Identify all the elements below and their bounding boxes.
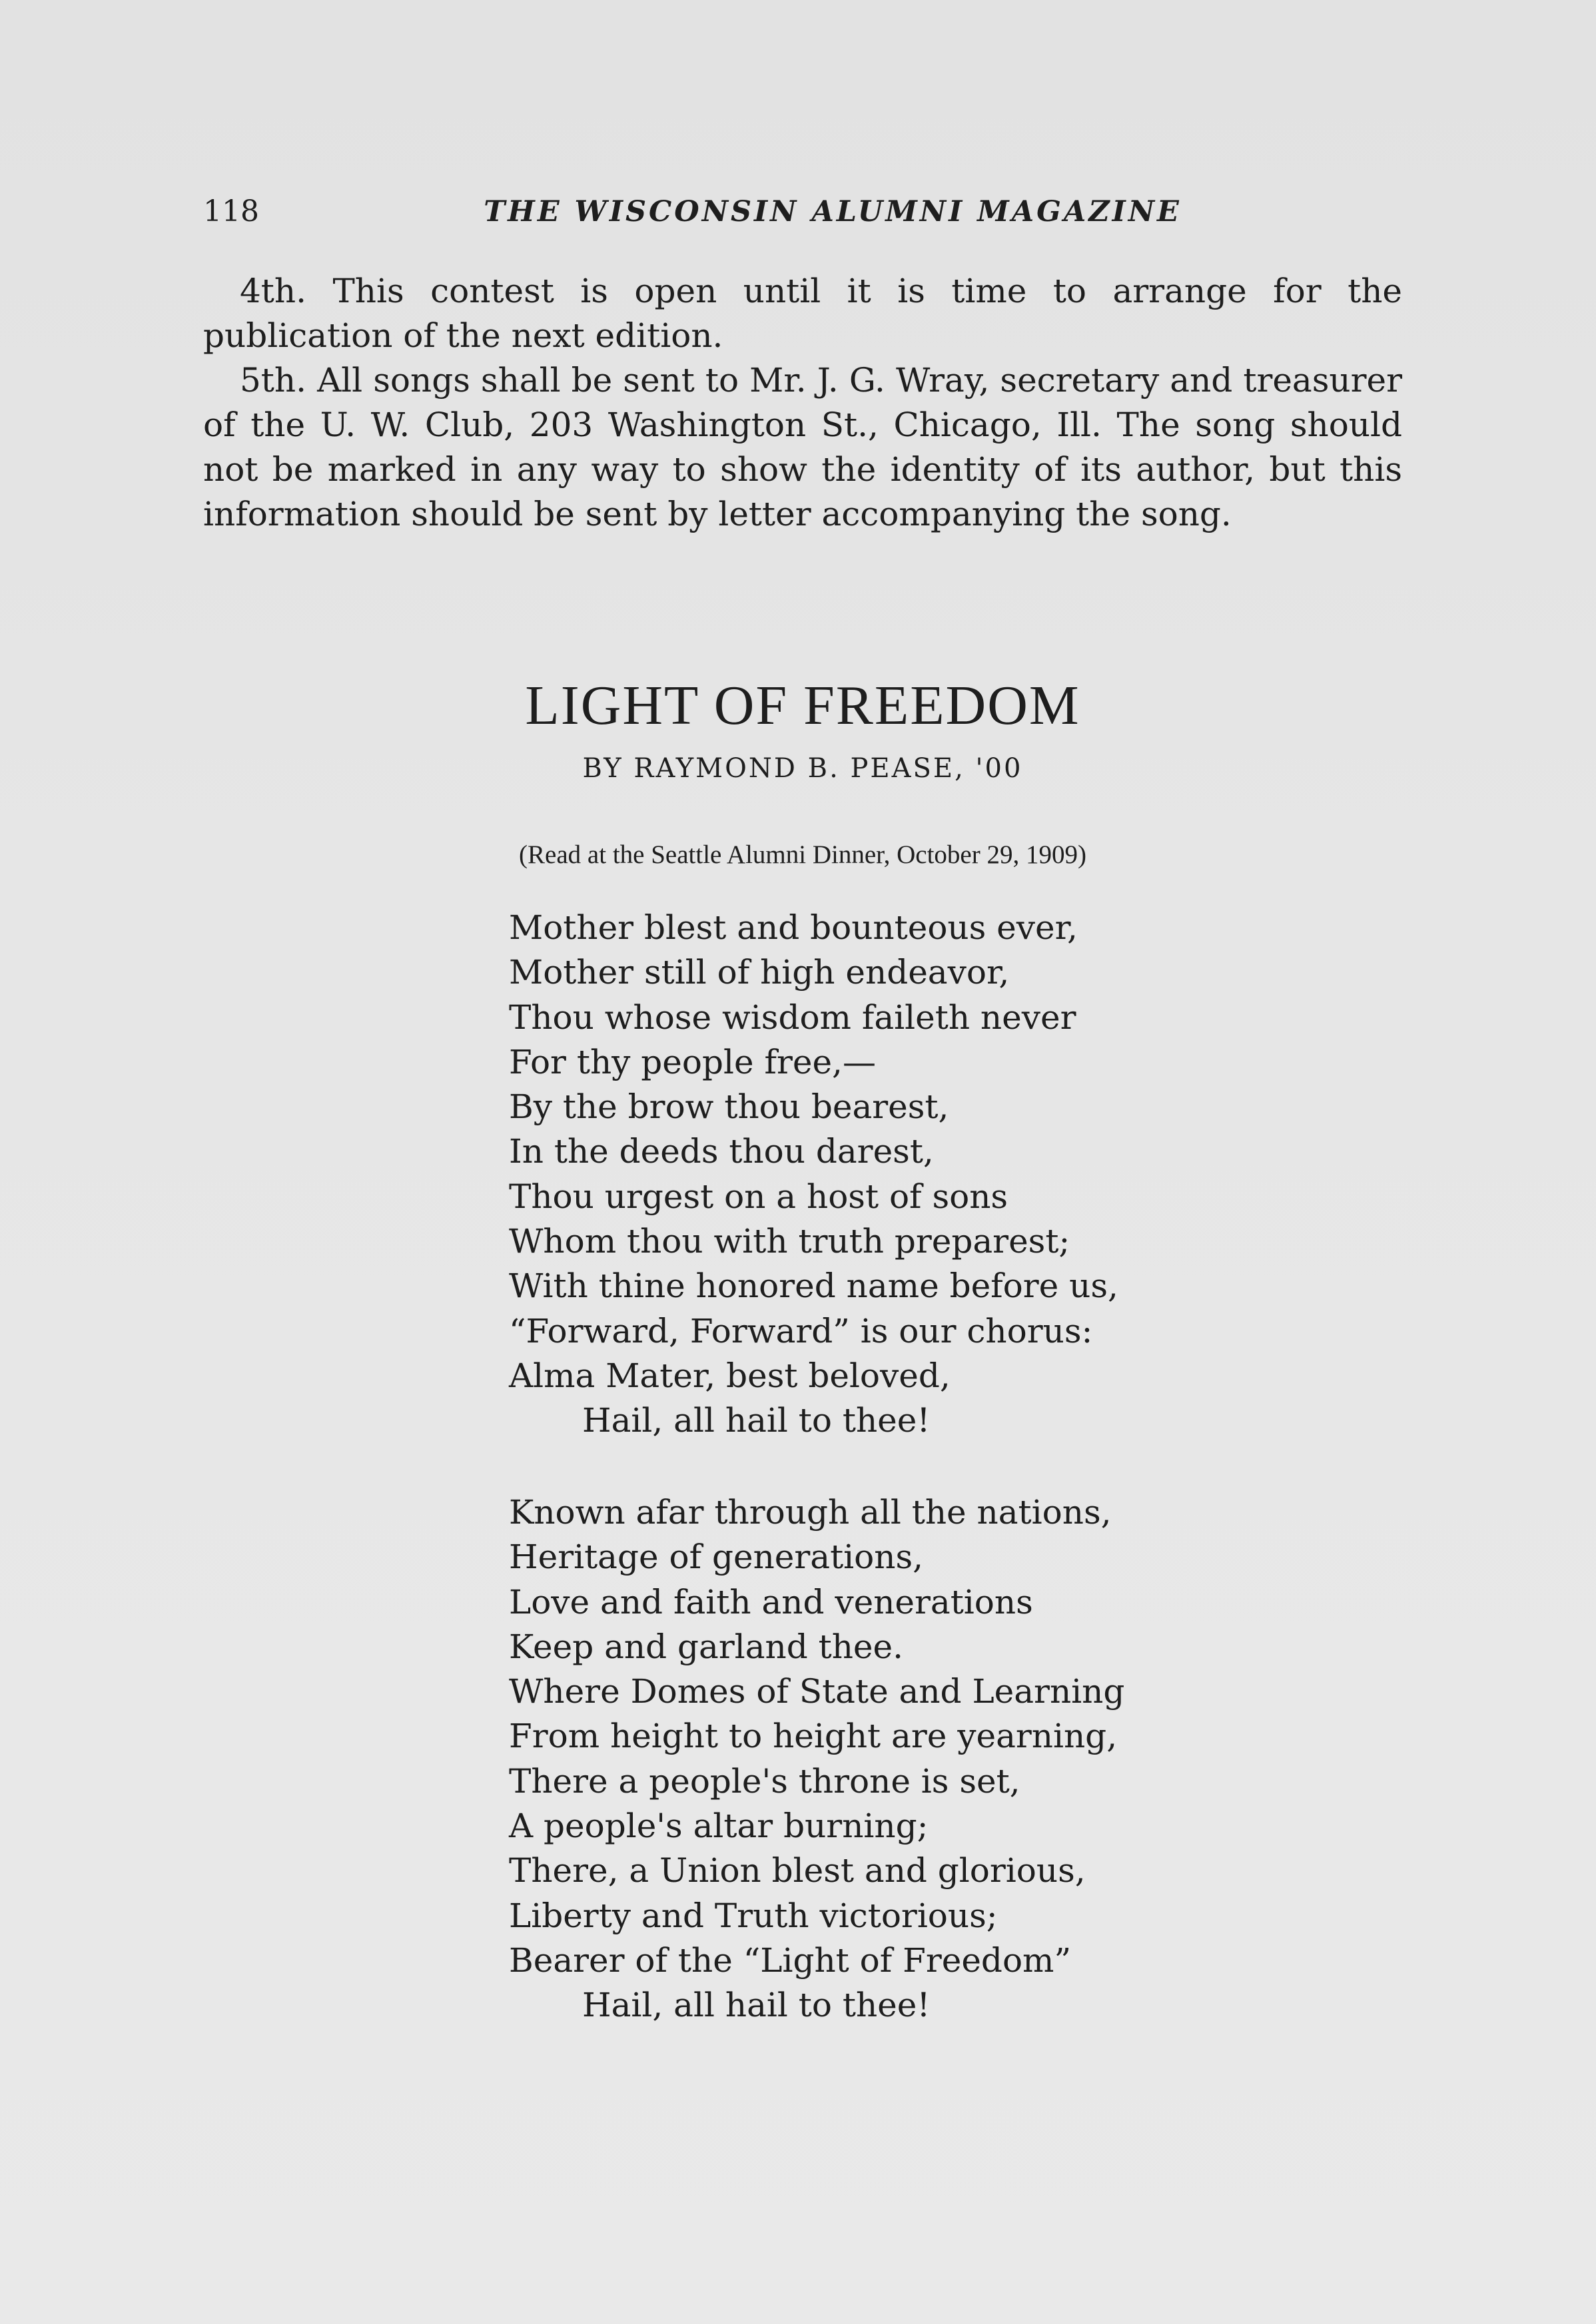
journal-title: THE WISCONSIN ALUMNI MAGAZINE — [484, 195, 1182, 228]
poem-line: Known afar through all the nations, — [509, 1493, 1112, 1532]
poem-line: For thy people free,— — [509, 1042, 876, 1081]
poem-line: Liberty and Truth victorious; — [509, 1896, 998, 1935]
poem-line: Thou urgest on a host of sons — [509, 1177, 1008, 1216]
poem-title: LIGHT OF FREEDOM — [525, 675, 1080, 736]
poem-stanza-2 — [509, 1490, 1308, 2028]
poem-line: Thou whose wisdom faileth never — [509, 998, 1076, 1037]
poem-line: There, a Union blest and glorious, — [509, 1851, 1086, 1890]
poem-line: Heritage of generations, — [509, 1538, 924, 1577]
poem-byline: BY RAYMOND B. PEASE, '00 — [582, 753, 1023, 784]
poem-line: Whom thou with truth preparest; — [509, 1222, 1070, 1261]
poem-line: Alma Mater, best beloved, — [509, 1356, 951, 1395]
paragraph-4th: 4th. This contest is open until it is time to arrange for the publication of the next edition. — [203, 272, 1402, 355]
poem-line: A people's altar burning; — [509, 1807, 929, 1846]
running-head — [203, 192, 1402, 232]
poem-line: With thine honored name before us, — [509, 1267, 1118, 1306]
poem-line: By the brow thou bearest, — [509, 1087, 949, 1127]
poem-refrain: Hail, all hail to thee! — [582, 1986, 931, 2025]
page-number: 118 — [203, 194, 259, 228]
poem-line: Where Domes of State and Learning — [509, 1672, 1125, 1711]
poem-line: Mother still of high endeavor, — [509, 953, 1010, 992]
poem-refrain: Hail, all hail to thee! — [582, 1401, 931, 1440]
poem-line: In the deeds thou darest, — [509, 1132, 934, 1171]
poem-line: Keep and garland thee. — [509, 1627, 903, 1666]
paragraph-5th: 5th. All songs shall be sent to Mr. J. G. Wray, secretary and treasurer of the U. W. Club, 203 Washington St., Chicago, Ill. The song should not be marked in any way to show the identity of its author, but this information should be sent by letter accompanying the song. — [203, 361, 1402, 533]
poem-line: Love and faith and venerations — [509, 1582, 1033, 1621]
poem-stanza-1 — [509, 906, 1308, 1444]
poem-line: From height to height are yearning, — [509, 1717, 1118, 1756]
poem-line: “Forward, Forward” is our chorus: — [509, 1311, 1093, 1350]
poem-note: (Read at the Seattle Alumni Dinner, October 29, 1909) — [519, 840, 1086, 869]
contest-rules-text — [203, 269, 1402, 537]
poem-line: Bearer of the “Light of Freedom” — [509, 1940, 1072, 1980]
poem-line: There a people's throne is set, — [509, 1761, 1020, 1801]
poem-line: Mother blest and bounteous ever, — [509, 908, 1078, 947]
